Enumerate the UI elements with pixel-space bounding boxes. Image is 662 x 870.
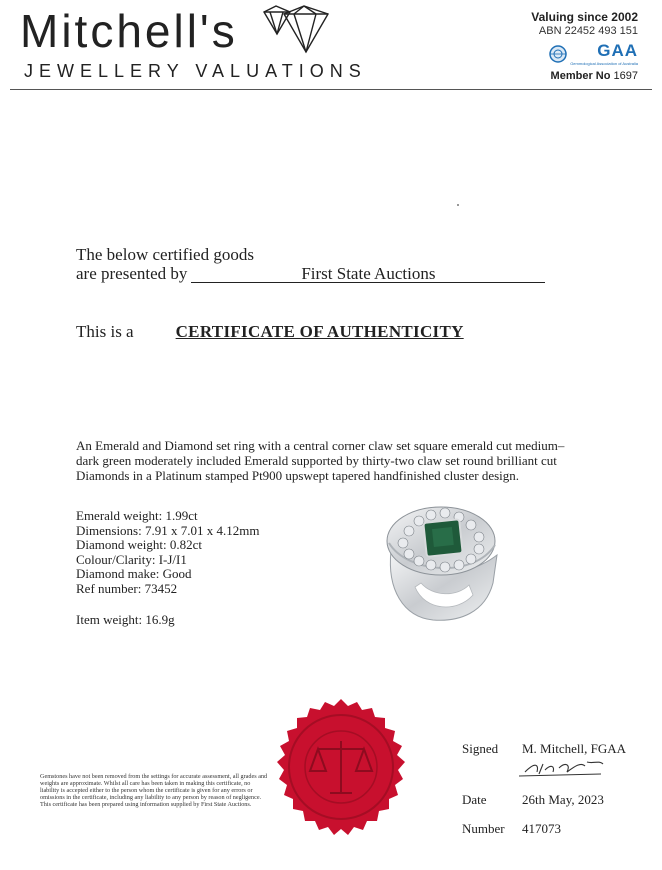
gaa-globe-icon xyxy=(549,45,567,63)
gaa-label: GAA xyxy=(597,41,638,60)
spec-diamond-make: Diamond make: Good xyxy=(76,566,192,581)
number-value: 417073 xyxy=(522,821,561,836)
member-label: Member No xyxy=(550,70,611,82)
presentation-block xyxy=(76,245,545,283)
spec-ref-number: Ref number: 73452 xyxy=(76,580,178,596)
wax-seal xyxy=(268,697,414,853)
item-weight: Item weight: 16.9g xyxy=(76,612,175,627)
brand-name: Mitchell's xyxy=(20,5,238,57)
brand-subtitle: JEWELLERY VALUATIONS xyxy=(24,61,367,81)
abn-number: ABN 22452 493 151 xyxy=(538,25,638,37)
diamond-logo-icon xyxy=(258,4,334,56)
signed-label: Signed xyxy=(462,741,499,756)
header-credentials xyxy=(531,10,638,82)
certificate-heading xyxy=(76,322,464,342)
presented-by-label: are presented by xyxy=(76,264,188,283)
spec-dimensions: Dimensions: 7.91 x 7.01 x 4.12mm xyxy=(76,522,260,538)
member-value: 1697 xyxy=(613,70,638,82)
signed-row xyxy=(462,741,626,757)
ring-photo xyxy=(381,499,503,623)
handwritten-signature xyxy=(515,758,607,780)
date-row xyxy=(462,792,604,808)
number-label: Number xyxy=(462,821,505,836)
date-value: 26th May, 2023 xyxy=(522,792,604,807)
signed-name: M. Mitchell, FGAA xyxy=(522,741,626,756)
item-description: An Emerald and Diamond set ring with a central corner claw set square emerald cut medium–dark green moderately included Emerald supported by thirty-two claw set round brilliant cut Diamonds in a Platinum stamped Pt900 upswept tapered handfinished cluster design. xyxy=(76,438,565,483)
spec-emerald-weight: Emerald weight: 1.99ct xyxy=(76,508,198,523)
presentation-line1: The below certified goods xyxy=(76,245,254,264)
presentation-line2 xyxy=(76,264,545,283)
spec-diamond-weight: Diamond weight: 0.82ct xyxy=(76,537,203,552)
valuing-since: Valuing since 2002 xyxy=(531,10,638,24)
gaa-tagline: Gemmological Association of Australia xyxy=(570,61,638,66)
disclaimer-text: Gemstones have not been removed from the settings for accurate assessment, all grades and weights are approximate. Whilst all care has been taken in making this certificate, no liability is accepted either to the person whom the certificate is given for any errors or omissions in the certificate, including any liability to any person by reason of negligence. This certificate has been prepared using information supplied by First State Auctions. xyxy=(40,773,268,809)
specs-list xyxy=(76,509,259,596)
number-row xyxy=(462,821,561,837)
header-divider xyxy=(10,89,652,90)
speck xyxy=(457,204,459,206)
presented-by-value: First State Auctions xyxy=(191,265,545,283)
gaa-badge xyxy=(531,41,638,66)
certificate-title: CERTIFICATE OF AUTHENTICITY xyxy=(175,322,464,341)
certificate-prefix: This is a xyxy=(76,322,134,341)
spec-colour-clarity: Colour/Clarity: I-J/I1 xyxy=(76,551,187,567)
date-label: Date xyxy=(462,792,487,807)
member-number xyxy=(531,70,638,82)
